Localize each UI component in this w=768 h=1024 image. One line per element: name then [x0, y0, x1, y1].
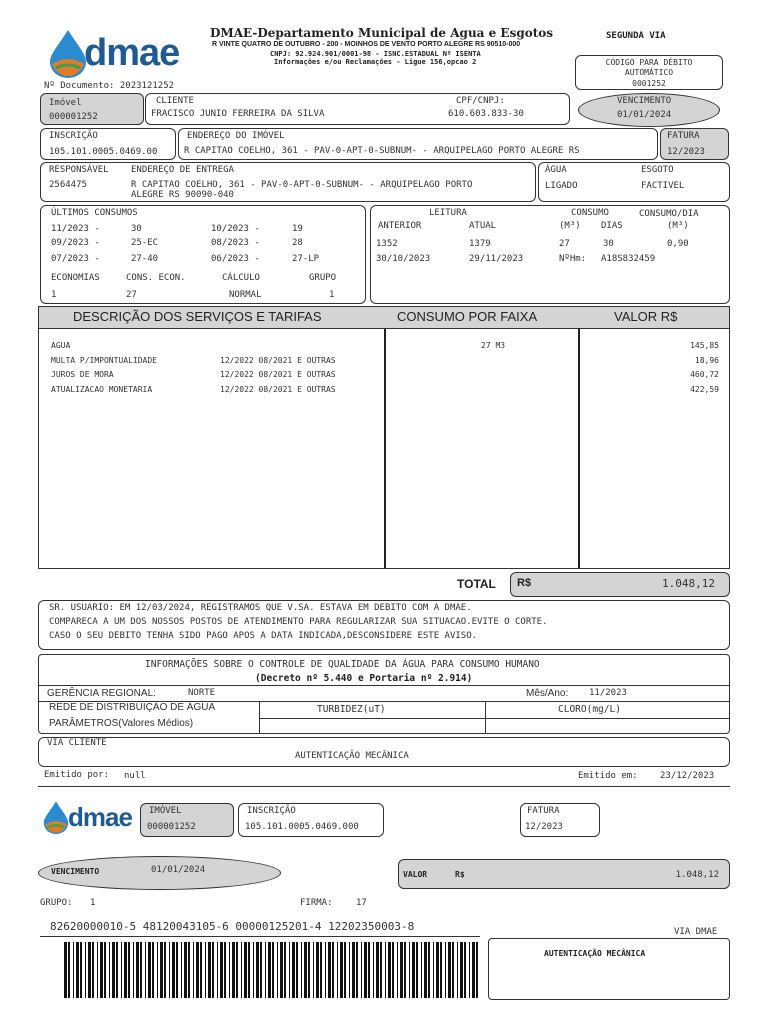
hidrometro-label: NºHm:: [559, 254, 587, 264]
tarifa-item-desc: ATUALIZACAO MONETARIA: [51, 385, 153, 394]
barcode-bar: [224, 942, 226, 998]
barcode-bar: [205, 942, 206, 998]
barcode-bar: [304, 942, 307, 998]
dmae-logo: [48, 28, 184, 80]
grupo-label: GRUPO: [309, 273, 337, 283]
consumo-row: 25-EC: [131, 238, 159, 248]
atual-label: ATUAL: [469, 221, 497, 231]
stub-inscricao-value: 105.101.0005.0469.000: [245, 822, 359, 832]
barcode-bar: [80, 942, 82, 998]
calculo-label: CÁLCULO: [222, 273, 260, 283]
stub-vencimento-value: 01/01/2024: [151, 865, 206, 875]
consumo-row: 08/2023 -: [211, 238, 260, 248]
qualidade-decreto: (Decreto nº 5.440 e Portaria nº 2.914): [255, 673, 473, 684]
barcode-bar: [172, 942, 175, 998]
m3-label: (M³): [559, 221, 581, 231]
total-currency: R$: [517, 577, 532, 589]
barcode-bar: [244, 942, 247, 998]
consumo-row: 09/2023 -: [51, 238, 100, 248]
barcode-bar: [416, 942, 418, 998]
barcode-bar: [212, 942, 214, 998]
org-address: R VINTE QUATRO DE OUTUBRO - 200 - MOINHOS DE VENTO PORTO ALEGRE RS 90510-000: [212, 41, 521, 48]
consumo-row: 07/2023 -: [51, 254, 100, 264]
debito-label: CÓDIGO PARA DÉBITO AUTOMÁTICO: [605, 58, 693, 77]
inscricao-value: 105.101.0005.0469.00: [49, 147, 158, 157]
responsavel-value: 2564475: [49, 180, 87, 190]
stub-fatura-value: 12/2023: [525, 822, 563, 832]
tarifa-item-valor: 460,72: [690, 370, 719, 379]
barcode-bar: [373, 942, 374, 998]
dias-label: DIAS: [601, 221, 623, 231]
consumo-dia-value: 0,90: [667, 239, 689, 249]
qualidade-divider: [39, 685, 729, 686]
barcode-bar: [356, 942, 358, 998]
stub-firma-value: 17: [356, 898, 367, 908]
water-drop-icon: [42, 800, 70, 834]
data-anterior: 30/10/2023: [376, 254, 431, 264]
barcode-bar: [253, 942, 254, 998]
barcode-bar: [100, 942, 103, 998]
org-cnpj: CNPJ: 92.924.901/0001-98 - ISNC.ESTADUAL Nº ISENTA: [270, 50, 481, 58]
barcode-bar: [328, 942, 331, 998]
via-cliente-label: VIA CLIENTE: [47, 738, 107, 748]
endereco-imovel-box: [178, 128, 658, 160]
barcode-bar: [272, 942, 274, 998]
barcode-bar: [236, 942, 238, 998]
barcode-bar: [368, 942, 370, 998]
stub-fatura-label: FATURA: [527, 806, 560, 816]
stub-valor-box: [398, 859, 730, 889]
barcode-bar: [116, 942, 118, 998]
gerencia-label: GERÊNCIA REGIONAL:: [47, 688, 156, 699]
barcode-bar: [316, 942, 319, 998]
autenticacao-label: AUTENTICAÇÃO MECÂNICA: [295, 751, 409, 761]
barcode-bar: [448, 942, 451, 998]
barcode-bar: [380, 942, 382, 998]
org-info: Informações e/ou Reclamações - Ligue 156,opcao 2: [274, 58, 477, 66]
barcode-bar: [476, 942, 478, 998]
barcode-bar: [64, 942, 67, 998]
barcode-bar: [152, 942, 154, 998]
total-box: [510, 572, 730, 597]
barcode-bar: [428, 942, 430, 998]
total-label: TOTAL: [457, 577, 496, 591]
tarifa-item-desc: MULTA P/IMPONTUALIDADE: [51, 356, 157, 365]
stub-imovel-label: IMÓVEL: [149, 806, 182, 816]
qualidade-divider: [259, 718, 729, 719]
barcode-bar: [217, 942, 218, 998]
barcode-bar: [292, 942, 295, 998]
barcode-bar: [104, 942, 106, 998]
data-atual: 29/11/2023: [469, 254, 524, 264]
barcode-bar: [208, 942, 211, 998]
mes-ano-value: 11/2023: [589, 688, 627, 698]
barcode-bar: [176, 942, 178, 998]
ultimos-consumos-box: [40, 205, 366, 304]
tarifa-item-faixa: 27 M3: [481, 341, 506, 350]
cut-line: [38, 786, 730, 787]
consumo-row: 27-LP: [292, 254, 320, 264]
tarifa-item-ref: 12/2022 08/2021 E OUTRAS: [220, 385, 336, 394]
inscricao-label: INSCRIÇÃO: [49, 131, 98, 141]
barcode-bar: [92, 942, 94, 998]
cpf-value: 610.603.833-30: [448, 109, 524, 119]
barcode-bar: [469, 942, 470, 998]
barcode-bar: [424, 942, 427, 998]
barcode-bar: [85, 942, 86, 998]
endereco-entrega-line2: ALEGRE RS 90090-040: [131, 190, 234, 200]
barcode-bar: [349, 942, 350, 998]
stub-inscricao-box: [238, 803, 384, 837]
barcode-bar: [248, 942, 250, 998]
tarifas-col-valor: VALOR R$: [614, 309, 678, 324]
barcode: [64, 942, 482, 998]
barcode-bar: [196, 942, 199, 998]
barcode-bar: [361, 942, 362, 998]
barcode-bar: [220, 942, 223, 998]
grupo-value: 1: [329, 290, 335, 300]
barcode-bar: [464, 942, 466, 998]
dias-value: 30: [603, 239, 614, 249]
tarifa-item-ref: 12/2022 08/2021 E OUTRAS: [220, 370, 336, 379]
barcode-bar: [433, 942, 434, 998]
barcode-baseline: [40, 936, 480, 937]
leitura-title: LEITURA: [429, 208, 467, 218]
barcode-bar: [88, 942, 91, 998]
barcode-bar: [280, 942, 283, 998]
barcode-bar: [76, 942, 79, 998]
barcode-bar: [232, 942, 235, 998]
consumo-dia-label: CONSUMO/DIA: [639, 209, 699, 219]
leitura-atual: 1379: [469, 239, 491, 249]
barcode-bar: [109, 942, 110, 998]
barcode-bar: [268, 942, 271, 998]
barcode-bar: [457, 942, 458, 998]
consumo-label: CONSUMO: [571, 208, 609, 218]
barcode-bar: [400, 942, 403, 998]
imovel-label: Imóvel: [49, 98, 82, 108]
barcode-bar: [452, 942, 454, 998]
consumo-row: 19: [292, 224, 303, 234]
barcode-bar: [296, 942, 298, 998]
barcode-bar: [184, 942, 187, 998]
barcode-bar: [256, 942, 259, 998]
barcode-bar: [73, 942, 74, 998]
stub-autenticacao-label: AUTENTICAÇÃO MECÂNICA: [544, 949, 646, 958]
emitido-em-value: 23/12/2023: [660, 771, 715, 781]
emitido-por-value: null: [124, 771, 146, 781]
fatura-box: [660, 128, 729, 160]
barcode-bar: [332, 942, 334, 998]
cpf-label: CPF/CNPJ:: [456, 96, 505, 106]
logo-text: dmae: [68, 802, 132, 832]
barcode-bar: [181, 942, 182, 998]
anterior-label: ANTERIOR: [378, 221, 422, 231]
tarifa-item-valor: 18,96: [694, 356, 719, 365]
stub-grupo-value: 1: [90, 898, 96, 908]
cliente-label: CLIENTE: [156, 96, 194, 106]
barcode-bar: [376, 942, 379, 998]
hidrometro-value: A18S832459: [601, 254, 656, 264]
barcode-bar: [128, 942, 130, 998]
tarifas-col-consumo: CONSUMO POR FAIXA: [397, 309, 538, 324]
rede-label: REDE DE DISTRIBUIÇÃO DE ÁGUA: [49, 702, 216, 713]
stub-imovel-value: 000001252: [147, 822, 196, 832]
debito-automatico-box: [575, 55, 723, 90]
barcode-bar: [397, 942, 398, 998]
barcode-bar: [352, 942, 355, 998]
segunda-via-label: SEGUNDA VIA: [606, 31, 666, 41]
emitido-em-label: Emitido em:: [578, 771, 638, 781]
document-number: Nº Documento: 2023121252: [44, 81, 175, 91]
barcode-bar: [344, 942, 346, 998]
inscricao-box: [40, 128, 176, 160]
esgoto-label: ESGOTO: [641, 165, 674, 175]
logo-text: dmae: [84, 32, 180, 74]
org-name: DMAE-Departamento Municipal de Agua e Esgotos: [210, 26, 554, 40]
m3-dia-label: (M³): [667, 221, 689, 231]
col-divider: [578, 328, 580, 568]
agua-label: ÁGUA: [545, 165, 567, 175]
via-dmae-label: VIA DMAE: [674, 927, 718, 937]
tarifa-item-ref: 12/2022 08/2021 E OUTRAS: [220, 356, 336, 365]
endereco-imovel-label: ENDEREÇO DO IMÓVEL: [187, 131, 285, 141]
barcode-bar: [460, 942, 463, 998]
tarifa-item-valor: 422,59: [690, 385, 719, 394]
fatura-label: FATURA: [667, 131, 700, 141]
gerencia-value: NORTE: [188, 688, 216, 698]
barcode-bar: [392, 942, 394, 998]
economias-value: 1: [51, 290, 57, 300]
barcode-number: 82620000010-5 48120043105-6 00000125201-4 12202350003-8: [50, 920, 415, 933]
water-drop-icon: [48, 28, 88, 78]
via-cliente-box: [38, 737, 730, 767]
leitura-box: [370, 205, 730, 304]
barcode-bar: [277, 942, 278, 998]
calculo-value: NORMAL: [229, 290, 262, 300]
barcode-bar: [124, 942, 127, 998]
cloro-label: CLORO(mg/L): [558, 704, 621, 715]
turbidez-label: TURBIDEZ(uT): [317, 704, 386, 715]
stub-vencimento-label: VENCIMENTO: [51, 867, 100, 876]
qualidade-title: INFORMAÇÕES SOBRE O CONTROLE DE QUALIDADE DA ÁGUA PARA CONSUMO HUMANO: [145, 659, 540, 670]
stub-valor-value: 1.048,12: [675, 870, 719, 880]
col-divider: [384, 328, 386, 568]
consumo-row: 27-40: [131, 254, 159, 264]
barcode-bar: [157, 942, 158, 998]
barcode-bar: [148, 942, 151, 998]
cliente-value: FRACISCO JUNIO FERREIRA DA SILVA: [151, 109, 325, 119]
barcode-bar: [140, 942, 142, 998]
barcode-bar: [145, 942, 146, 998]
barcode-bar: [241, 942, 242, 998]
responsavel-label: RESPONSÁVEL: [49, 165, 109, 175]
stub-imovel-box: [140, 803, 234, 837]
barcode-bar: [325, 942, 326, 998]
aviso-line: COMPARECA A UM DOS NOSSOS POSTOS DE ATENDIMENTO PARA REGULARIZAR SUA SITUACAO.EVITE O CORTE.: [49, 617, 548, 627]
barcode-bar: [112, 942, 115, 998]
imovel-box: [40, 93, 144, 125]
tarifa-item-desc: JUROS DE MORA: [51, 370, 114, 379]
ligacao-box: [538, 162, 730, 202]
barcode-bar: [320, 942, 322, 998]
tarifa-item-desc: AGUA: [51, 341, 71, 350]
barcode-bar: [200, 942, 202, 998]
barcode-bar: [301, 942, 302, 998]
barcode-bar: [289, 942, 290, 998]
esgoto-status: FACTIVEL: [641, 181, 685, 191]
barcode-bar: [421, 942, 422, 998]
barcode-bar: [164, 942, 166, 998]
barcode-bar: [68, 942, 70, 998]
endereco-imovel-value: R CAPITAO COELHO, 361 - PAV-0-APT-0-SUBNUM- - ARQUIPELAGO PORTO ALEGRE RS: [184, 146, 580, 156]
entrega-box: [40, 162, 536, 202]
barcode-bar: [340, 942, 343, 998]
endereco-entrega-line1: R CAPITAO COELHO, 361 - PAV-0-APT-0-SUBNUM- - ARQUIPELAGO PORTO: [131, 180, 473, 190]
consumo-row: 06/2023 -: [211, 254, 260, 264]
tarifa-item-valor: 145,85: [690, 341, 719, 350]
barcode-bar: [308, 942, 310, 998]
stub-valor-label: VALOR: [403, 870, 428, 879]
agua-status: LIGADO: [545, 181, 578, 191]
barcode-bar: [364, 942, 367, 998]
barcode-bar: [445, 942, 446, 998]
vencimento-oval: [578, 93, 720, 127]
barcode-bar: [313, 942, 314, 998]
barcode-bar: [229, 942, 230, 998]
barcode-bar: [136, 942, 139, 998]
consumo-row: 10/2023 -: [211, 224, 260, 234]
barcode-bar: [188, 942, 190, 998]
barcode-bar: [412, 942, 415, 998]
barcode-bar: [385, 942, 386, 998]
consumo-row: 28: [292, 238, 303, 248]
stub-fatura-box: [520, 803, 600, 837]
barcode-bar: [284, 942, 286, 998]
vencimento-label: VENCIMENTO: [617, 96, 672, 106]
debito-value: 0001252: [632, 79, 666, 88]
fatura-value: 12/2023: [667, 147, 705, 157]
mes-ano-label: Mês/Ano:: [526, 688, 569, 699]
consumo-row: 30: [131, 224, 142, 234]
barcode-bar: [265, 942, 266, 998]
barcode-bar: [160, 942, 163, 998]
stub-valor-currency: R$: [455, 870, 465, 879]
consumo-value: 27: [559, 239, 570, 249]
tarifas-col-descricao: DESCRIÇÃO DOS SERVIÇOS E TARIFAS: [73, 309, 322, 324]
consumo-row: 11/2023 -: [51, 224, 100, 234]
stub-grupo-label: GRUPO:: [40, 898, 73, 908]
leitura-anterior: 1352: [376, 239, 398, 249]
cons-econ-label: CONS. ECON.: [126, 273, 186, 283]
barcode-bar: [121, 942, 122, 998]
tarifas-table: [38, 306, 730, 569]
barcode-bar: [472, 942, 475, 998]
barcode-bar: [260, 942, 262, 998]
barcode-bar: [404, 942, 406, 998]
imovel-value: 000001252: [49, 112, 98, 122]
qualidade-box: [38, 654, 730, 734]
barcode-bar: [133, 942, 134, 998]
cliente-box: [145, 93, 570, 125]
barcode-bar: [337, 942, 338, 998]
parametros-label: PARÂMETROS(Valores Médios): [49, 718, 194, 729]
stub-autenticacao-box: [488, 938, 730, 1000]
stub-inscricao-label: INSCRIÇÃO: [247, 806, 296, 816]
barcode-bar: [97, 942, 98, 998]
ultimos-consumos-title: ÚLTIMOS CONSUMOS: [51, 208, 138, 218]
barcode-bar: [440, 942, 442, 998]
barcode-bar: [436, 942, 439, 998]
total-value: 1.048,12: [662, 577, 715, 590]
stub-vencimento-oval: [38, 856, 281, 890]
endereco-entrega-label: ENDEREÇO DE ENTREGA: [131, 165, 234, 175]
aviso-line: CASO O SEU DEBITO TENHA SIDO PAGO APOS A DATA INDICADA,DESCONSIDERE ESTE AVISO.: [49, 631, 478, 641]
dmae-logo-stub: [42, 800, 138, 836]
barcode-bar: [388, 942, 391, 998]
barcode-bar: [409, 942, 410, 998]
vencimento-value: 01/01/2024: [617, 110, 672, 120]
aviso-line: SR. USUARIO: EM 12/03/2024, REGISTRAMOS QUE V.SA. ESTAVA EM DEBITO COM A DMAE.: [49, 603, 472, 613]
stub-firma-label: FIRMA:: [300, 898, 333, 908]
cons-econ-value: 27: [126, 290, 137, 300]
barcode-bar: [193, 942, 194, 998]
barcode-bar: [169, 942, 170, 998]
emitido-por-label: Emitido por:: [44, 770, 110, 780]
economias-label: ECONOMIAS: [51, 273, 100, 283]
aviso-box: [38, 600, 730, 650]
